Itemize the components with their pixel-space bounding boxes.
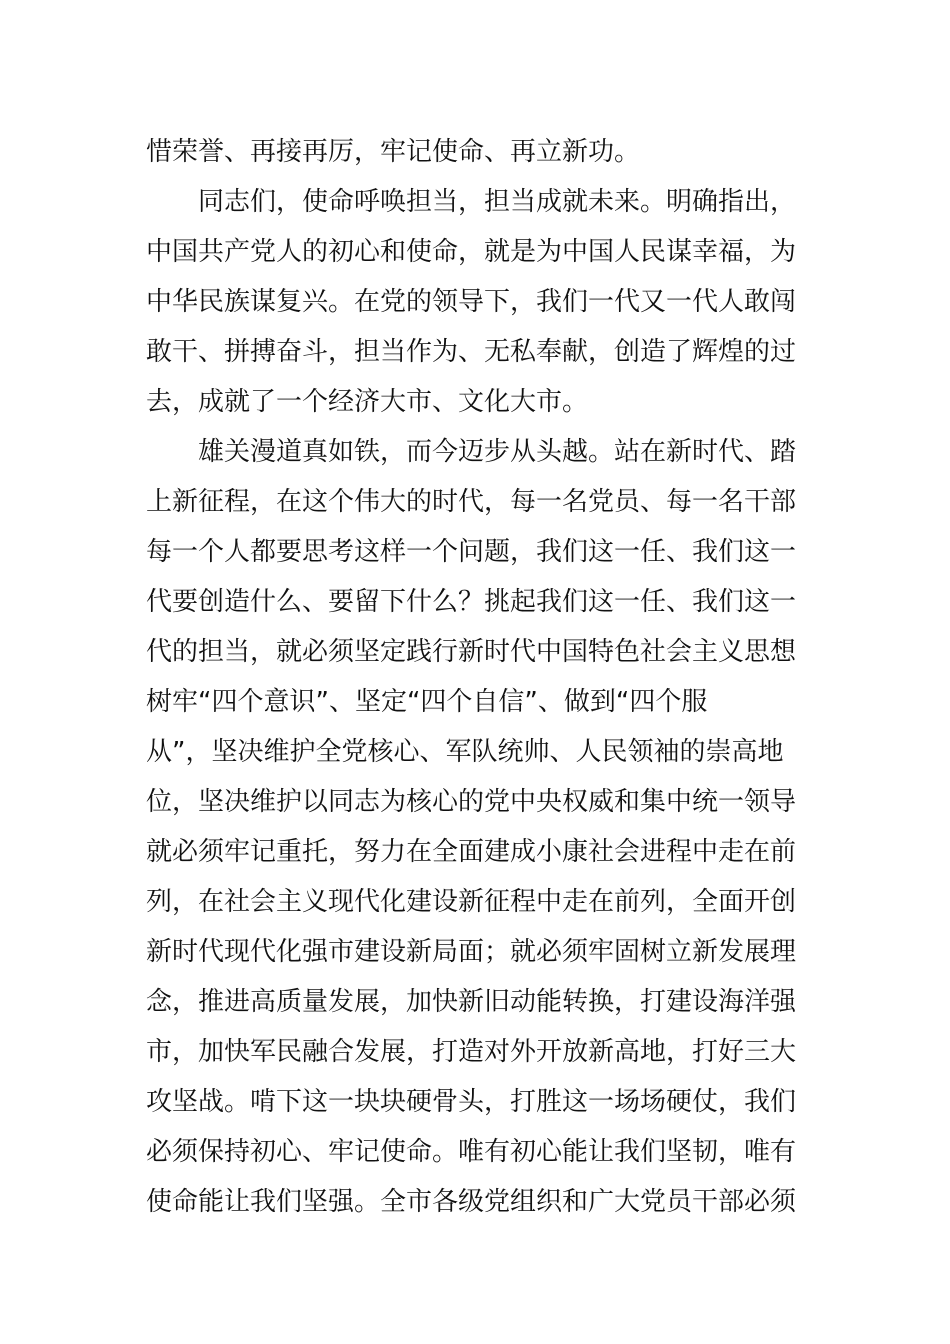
text-line: 代的担当，就必须坚定践行新时代中国特色社会主义思想: [146, 637, 797, 667]
text-line: 从”，坚决维护全党核心、军队统帅、人民领袖的崇高地: [146, 737, 784, 767]
text-line: 必须保持初心、牢记使命。唯有初心能让我们坚韧，唯有: [146, 1137, 797, 1167]
body-text: [146, 127, 808, 1227]
text-line: 列，在社会主义现代化建设新征程中走在前列，全面开创: [146, 887, 797, 917]
text-line: 上新征程，在这个伟大的时代，每一名党员、每一名干部: [146, 487, 797, 517]
paragraph-first-line: 同志们，使命呼唤担当，担当成就未来。明确指出，: [198, 187, 797, 217]
text-line: 去，成就了一个经济大市、文化大市。: [146, 387, 589, 417]
text-line: 中国共产党人的初心和使命，就是为中国人民谋幸福，为: [146, 237, 797, 267]
text-line: 新时代现代化强市建设新局面；就必须牢固树立新发展理: [146, 937, 797, 967]
text-line: 市，加快军民融合发展，打造对外开放新高地，打好三大: [146, 1037, 797, 1067]
paragraph-first-line: 雄关漫道真如铁，而今迈步从头越。站在新时代、踏: [198, 437, 797, 467]
text-line: 位，坚决维护以同志为核心的党中央权威和集中统一领导: [146, 787, 797, 817]
text-line: 中华民族谋复兴。在党的领导下，我们一代又一代人敢闯: [146, 287, 797, 317]
text-line: 树牢“四个意识”、坚定“四个自信”、做到“四个服: [146, 687, 708, 717]
text-line: 惜荣誉、再接再厉，牢记使命、再立新功。: [146, 137, 641, 167]
text-line: 攻坚战。啃下这一块块硬骨头，打胜这一场场硬仗，我们: [146, 1087, 797, 1117]
text-line: 使命能让我们坚强。全市各级党组织和广大党员干部必须: [146, 1187, 797, 1217]
text-line: 就必须牢记重托，努力在全面建成小康社会进程中走在前: [146, 837, 797, 867]
text-line: 每一个人都要思考这样一个问题，我们这一任、我们这一: [146, 537, 797, 567]
text-line: 念，推进高质量发展，加快新旧动能转换，打建设海洋强: [146, 987, 797, 1017]
text-line: 敢干、拼搏奋斗，担当作为、无私奉献，创造了辉煌的过: [146, 337, 797, 367]
text-line: 代要创造什么、要留下什么？挑起我们这一任、我们这一: [146, 587, 797, 617]
